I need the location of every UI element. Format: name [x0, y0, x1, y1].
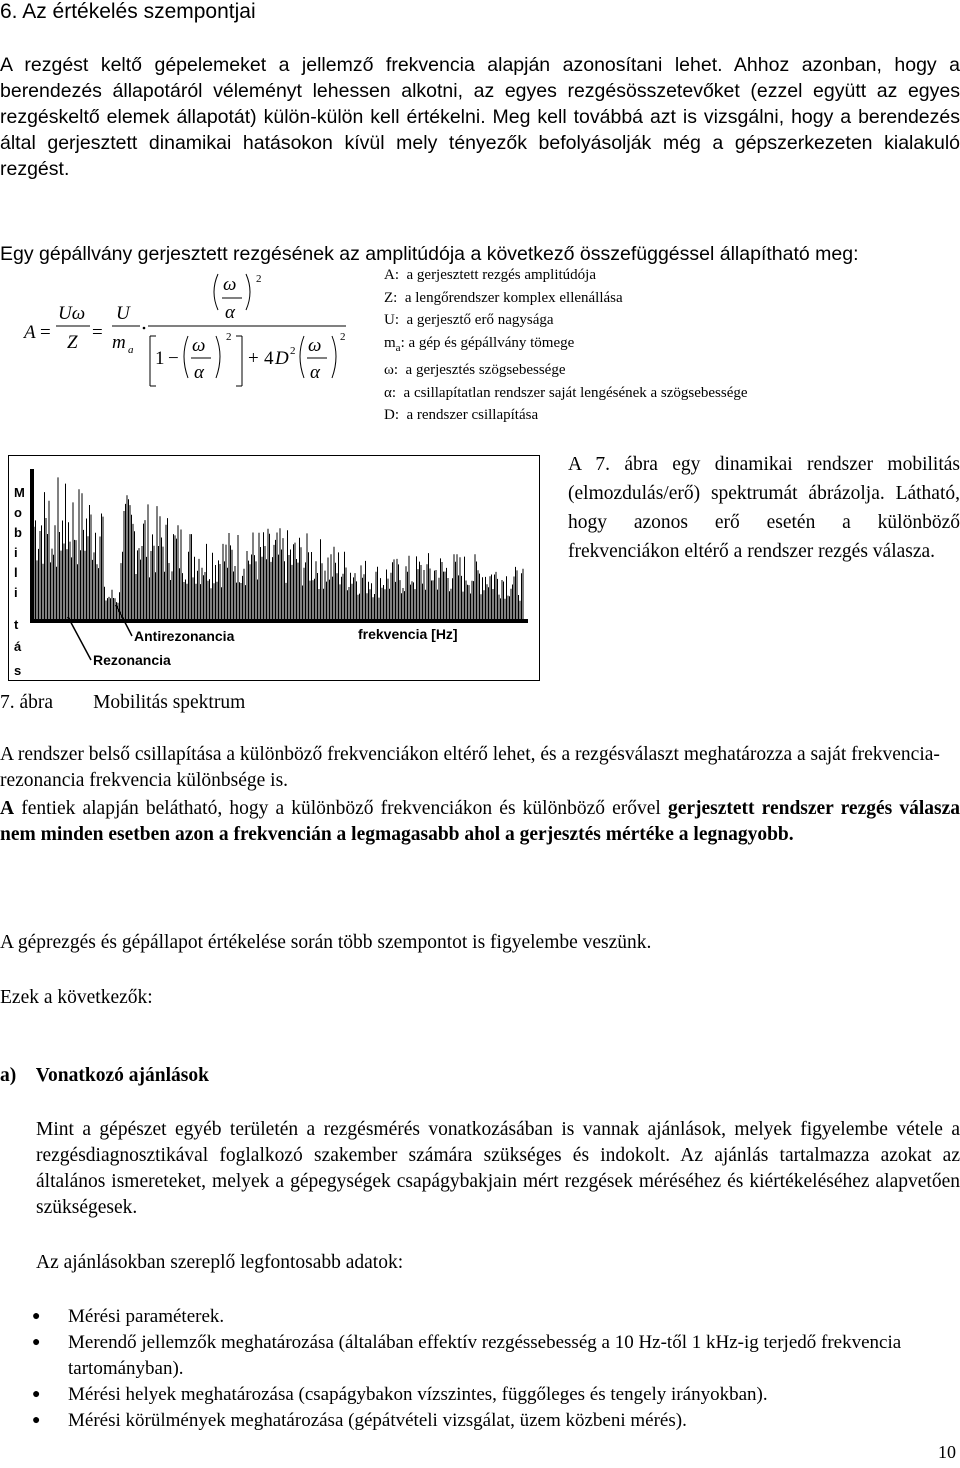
legend-item: U: a gerjesztő erő nagysága: [384, 312, 554, 328]
page-number: 10: [938, 1442, 956, 1462]
mobility-spectrum-figure: [8, 455, 540, 681]
following-sentence: Ezek a következők:: [0, 987, 153, 1008]
formula-omega-mid: ω: [192, 335, 206, 356]
paren-right-top: [246, 274, 250, 310]
formula-exp-mid: 2: [226, 331, 232, 343]
conclusion-paragraph: A fentiek alapján belátható, hogy a különböző frekvenciákon és különböző erővel gerjesztett rendszer rezgés válasza nem minden esetben azon a frekvencián a legmagasabb ahol a gerjesztés mértéke a legnagyobb.: [0, 798, 960, 845]
formula-exp-D: 2: [290, 345, 296, 357]
y-label-letter: s: [14, 663, 22, 678]
y-label-letter: i: [14, 545, 18, 560]
formula-alpha-right: α: [310, 362, 320, 383]
legend-item: A: a gerjesztett rezgés amplitúdója: [384, 267, 596, 283]
x-axis-label: frekvencia [Hz]: [358, 626, 458, 642]
figure-caption: [0, 690, 245, 716]
y-label-letter: b: [14, 525, 22, 540]
legend-item: $m_a$: a gép és gépállvány tömege: [384, 334, 575, 354]
list-item: ● Mérési körülmények meghatározása (gépátvételi vizsgálat, üzem közbeni mérés).: [0, 1408, 960, 1434]
paren-left-top: [214, 274, 218, 310]
caption-title: Mobilitás spektrum: [93, 692, 246, 713]
formula-D: D: [275, 348, 289, 369]
formula-lhs: A: [24, 322, 36, 343]
amplitude-formula: [20, 268, 360, 398]
formula-eq-1: =: [40, 322, 51, 343]
list-item: ● Mérési helyek meghatározása (csapágybakon vízszintes, függőleges és tengely irányokban).: [0, 1382, 960, 1408]
subsection-title: a) Vonatkozó ajánlások: [0, 1065, 209, 1086]
y-label-letter: M: [14, 485, 25, 500]
formula-num1: Uω: [58, 303, 86, 324]
legend-item: α: a csillapítatlan rendszer saját lengésének a szögsebessége: [384, 384, 748, 401]
formula-omega-top: ω: [223, 274, 237, 295]
y-label-letter: t: [14, 617, 19, 632]
resonance-label: Rezonancia: [93, 652, 171, 668]
formula-den2-sub: a: [128, 344, 134, 356]
damping-paragraph: A rendszer belső csillapítása a különböző frekvenciákon eltérő lehet, és a rezgésválaszt meghatározza a saját frekvencia-rezonancia frekvencia különbsége is.: [0, 744, 940, 791]
formula-dot: [143, 327, 146, 330]
formula-alpha-top: α: [225, 302, 235, 323]
legend-item: ω: a gerjesztés szögsebessége: [384, 362, 566, 378]
formula-one: 1: [155, 348, 165, 369]
legend-item: Z: a lengőrendszer komplex ellenállása: [384, 289, 623, 306]
antiresonance-label: Antirezonancia: [134, 628, 235, 644]
recommendations-paragraph: Mint a gépészet egyéb területén a rezgésmérés vonatkozásában is vannak ajánlások, melyek figyelembe vétele a rezgésdiagnosztikával foglalkozó szakember számára szükséges és indokolt. Az ajánlás tartalmazza azokat az általános ismereteket, melyek a gépegységek csapágybakjain mért rezgések méréséhez és kiértékeléséhez alapvetően szükségesek.: [36, 1119, 960, 1218]
y-label-letter: á: [14, 639, 22, 654]
y-label-letter: o: [14, 505, 22, 520]
caption-number: 7. ábra: [0, 692, 54, 713]
formula-exp-right: 2: [340, 331, 346, 343]
legend-item: D: a rendszer csillapítása: [384, 407, 539, 423]
formula-den1: Z: [67, 332, 78, 353]
evaluation-sentence: A géprezgés és gépállapot értékelése során több szempontot is figyelembe veszünk.: [0, 932, 652, 953]
formula-legend: [384, 264, 944, 427]
formula-four: 4: [264, 348, 274, 369]
y-label-letter: i: [14, 585, 18, 600]
amplitude-sentence: Egy gépállvány gerjesztett rezgésének az amplitúdója a következő összefüggéssel állapítható meg:: [0, 243, 859, 265]
formula-eq-2: =: [92, 322, 103, 343]
formula-plus: +: [248, 348, 259, 369]
list-item: ● Mérési paraméterek.: [0, 1304, 960, 1330]
formula-omega-right: ω: [308, 335, 322, 356]
formula-minus: −: [168, 348, 179, 369]
formula-den2: m: [112, 332, 126, 353]
intro-paragraph: A rezgést keltő gépelemeket a jellemző frekvencia alapján azonosítani lehet. Ahhoz azonban, hogy a berendezés állapotáról véleményt lehessen alkotni, az egyes rezgésösszetevőket (ezzel együtt az egyes rezgéskeltő elemek állapotát) külön-külön kell értékelni. Meg kell továbbá azt is vizsgálni, hogy a berendezés által gerjesztett dinamikai hatásokon kívül mely tényezők befolyásolják még a gépszerkezeten kialakuló rezgést.: [0, 54, 960, 180]
formula-alpha-mid: α: [194, 362, 204, 383]
list-intro: Az ajánlásokban szereplő legfontosabb adatok:: [36, 1252, 404, 1273]
list-item: ● Merendő jellemzők meghatározása (általában effektív rezgéssebesség a 10 Hz-től 1 kHz-ig terjedő frekvencia tartományban).: [0, 1330, 960, 1382]
recommendation-list: [0, 1304, 960, 1434]
section-title: 6. Az értékelés szempontjai: [0, 0, 256, 23]
formula-exp-top: 2: [256, 273, 262, 285]
y-label-letter: l: [14, 565, 18, 580]
formula-num2: U: [116, 303, 130, 324]
figure-description: A 7. ábra egy dinamikai rendszer mobilitás (elmozdulás/erő) spektrumát ábrázolja. Látható, hogy azonos erő esetén a különböző frekvenciákon eltérő a rendszer rezgés válasza.: [568, 454, 960, 562]
